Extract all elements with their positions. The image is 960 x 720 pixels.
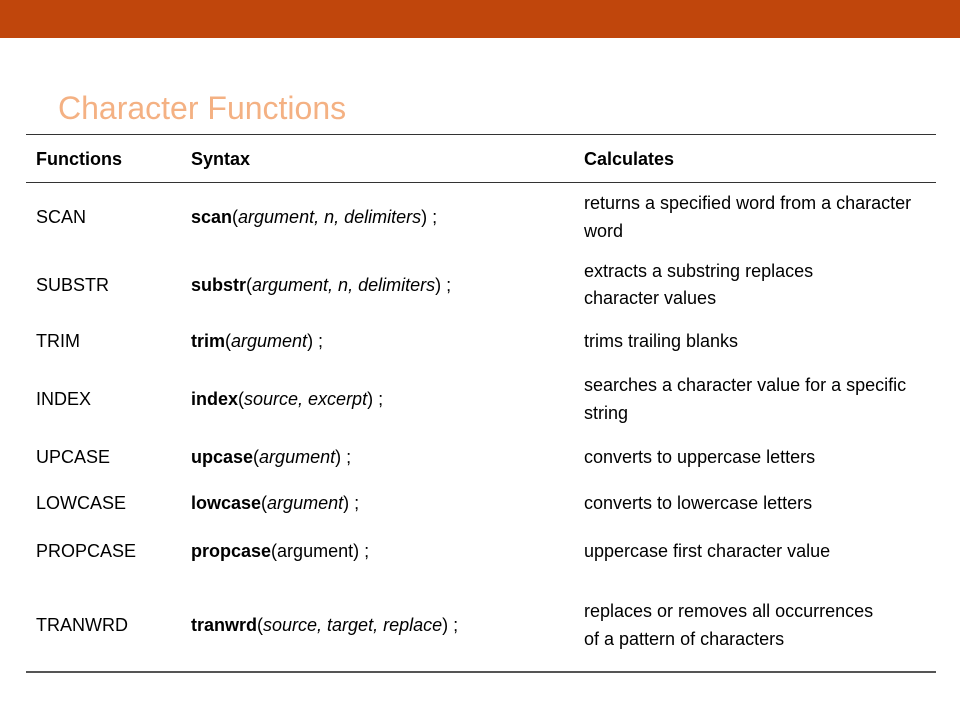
function-description-text: extracts a substring replaces character values bbox=[584, 261, 814, 308]
syntax-open: ( bbox=[261, 493, 268, 513]
header-syntax: Syntax bbox=[191, 148, 251, 169]
header-calculates: Calculates bbox=[584, 148, 675, 169]
function-syntax bbox=[191, 254, 581, 316]
syntax-close: ) ; bbox=[353, 541, 370, 561]
syntax-args: argument bbox=[267, 493, 344, 513]
function-description: searches a character value for a specific string bbox=[584, 375, 907, 423]
syntax-function: substr bbox=[191, 275, 247, 295]
table-row bbox=[26, 186, 936, 248]
table-row bbox=[26, 532, 936, 570]
syntax-open: ( bbox=[246, 275, 253, 295]
syntax-function: trim bbox=[191, 331, 226, 351]
function-syntax bbox=[191, 368, 581, 430]
syntax-open: ( bbox=[238, 389, 245, 409]
table-bottom-rule bbox=[26, 671, 936, 673]
function-syntax bbox=[191, 186, 581, 248]
syntax-function: upcase bbox=[191, 447, 254, 467]
function-syntax bbox=[191, 438, 581, 476]
function-name: INDEX bbox=[36, 389, 92, 409]
function-description: converts to uppercase letters bbox=[584, 447, 816, 467]
syntax-open: ( bbox=[253, 447, 260, 467]
function-name: TRIM bbox=[36, 331, 80, 351]
function-syntax bbox=[191, 484, 581, 522]
function-name: TRANWRD bbox=[36, 615, 128, 635]
syntax-open: ( bbox=[271, 541, 278, 561]
table-row bbox=[26, 438, 936, 476]
function-description bbox=[584, 254, 934, 316]
syntax-close: ) ; bbox=[421, 207, 438, 227]
syntax-args: argument, n, delimiters bbox=[252, 275, 436, 295]
syntax-close: ) ; bbox=[367, 389, 384, 409]
function-description: uppercase first character value bbox=[584, 541, 831, 561]
function-name: UPCASE bbox=[36, 447, 111, 467]
syntax-function: tranwrd bbox=[191, 615, 258, 635]
syntax-args: argument bbox=[231, 331, 308, 351]
function-name: LOWCASE bbox=[36, 493, 127, 513]
syntax-function: scan bbox=[191, 207, 233, 227]
syntax-args: source, target, replace bbox=[263, 615, 443, 635]
function-description bbox=[584, 580, 934, 670]
header-functions: Functions bbox=[36, 148, 122, 169]
syntax-args: argument, n, delimiters bbox=[238, 207, 422, 227]
function-name: SUBSTR bbox=[36, 275, 110, 295]
slide-accent-bar bbox=[0, 0, 960, 38]
table-row bbox=[26, 484, 936, 522]
function-name: PROPCASE bbox=[36, 541, 137, 561]
syntax-function: lowcase bbox=[191, 493, 262, 513]
syntax-args: source, excerpt bbox=[244, 389, 368, 409]
function-syntax bbox=[191, 322, 581, 360]
syntax-close: ) ; bbox=[307, 331, 324, 351]
syntax-args: argument bbox=[277, 541, 354, 561]
table-row bbox=[26, 254, 936, 316]
syntax-function: propcase bbox=[191, 541, 272, 561]
syntax-close: ) ; bbox=[335, 447, 352, 467]
syntax-args: argument bbox=[259, 447, 336, 467]
table-row bbox=[26, 580, 936, 670]
syntax-open: ( bbox=[225, 331, 232, 351]
function-description: returns a specified word from a character word bbox=[584, 193, 912, 241]
function-syntax bbox=[191, 580, 581, 670]
table-row bbox=[26, 322, 936, 360]
function-description: converts to lowercase letters bbox=[584, 493, 813, 513]
table-header-row bbox=[26, 135, 936, 182]
syntax-close: ) ; bbox=[343, 493, 360, 513]
function-name: SCAN bbox=[36, 207, 87, 227]
table-row bbox=[26, 368, 936, 430]
syntax-open: ( bbox=[257, 615, 264, 635]
function-description-text: replaces or removes all occurrences of a pattern of characters bbox=[584, 601, 874, 649]
syntax-function: index bbox=[191, 389, 239, 409]
syntax-close: ) ; bbox=[435, 275, 452, 295]
slide-title: Character Functions bbox=[58, 90, 347, 126]
syntax-open: ( bbox=[232, 207, 239, 227]
function-syntax bbox=[191, 532, 581, 570]
syntax-close: ) ; bbox=[442, 615, 459, 635]
table-header-rule bbox=[26, 182, 936, 183]
function-description: trims trailing blanks bbox=[584, 331, 739, 351]
